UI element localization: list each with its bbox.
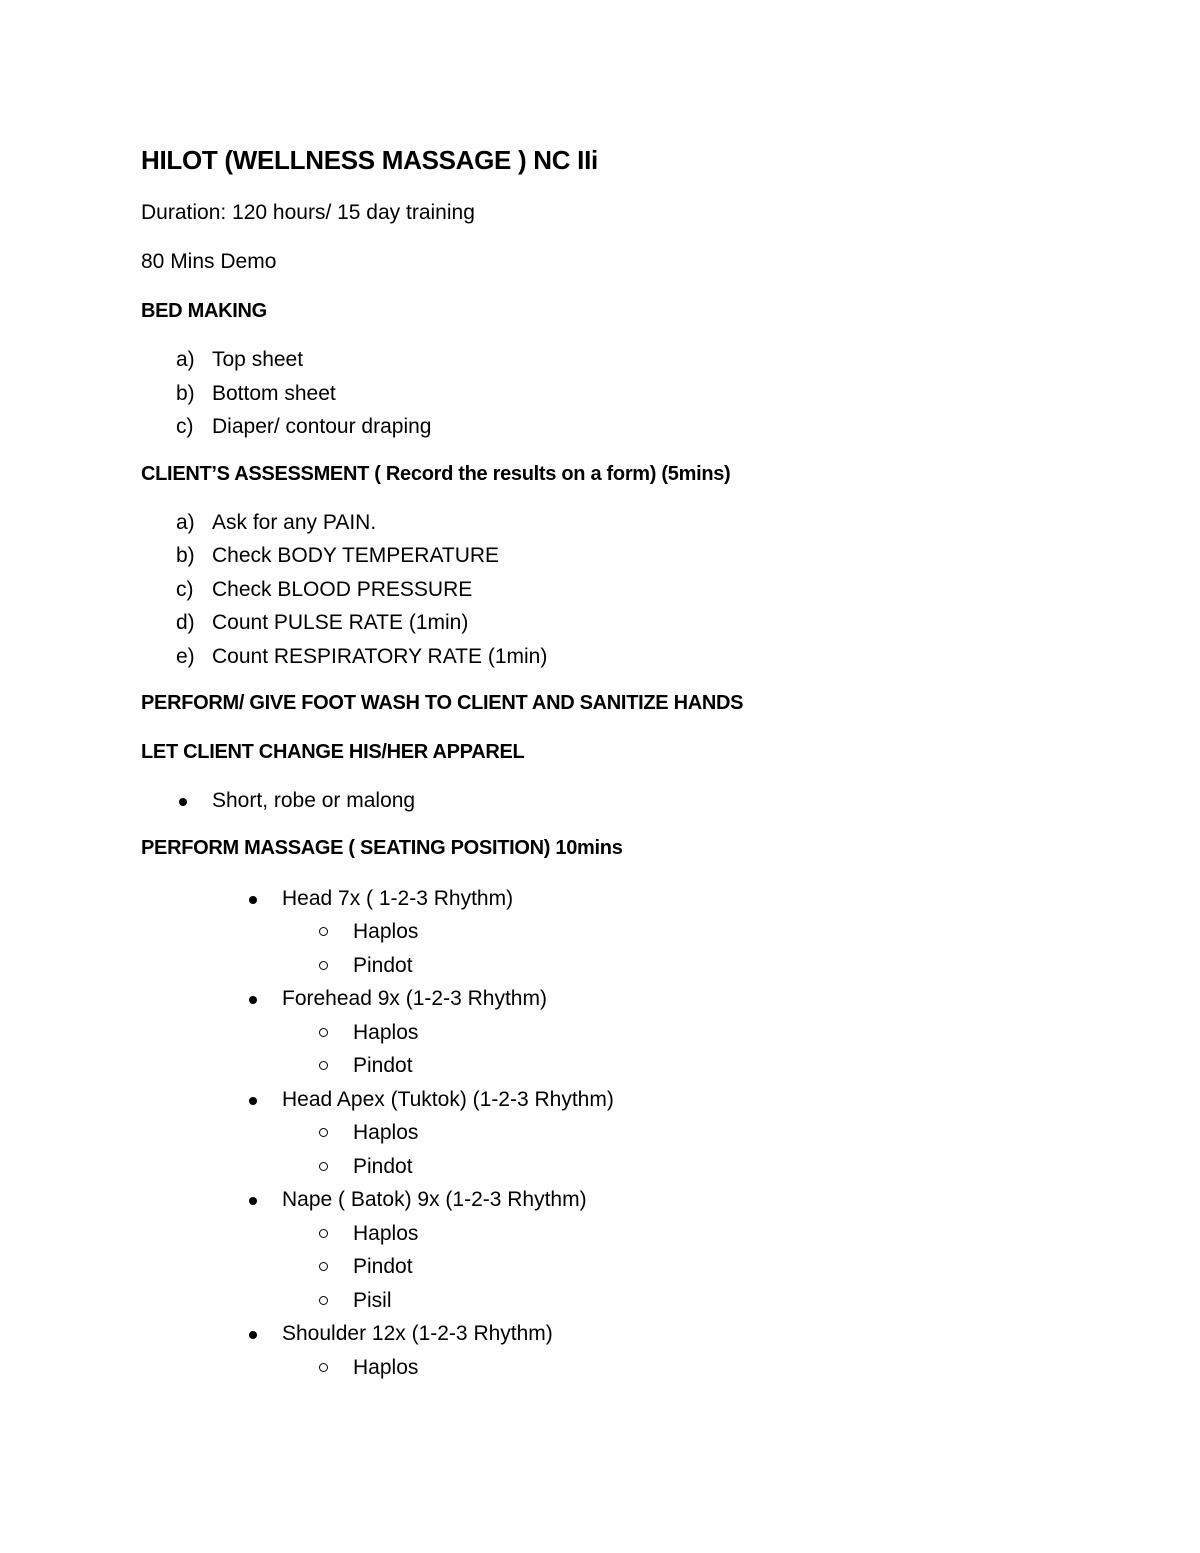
list-marker: b) bbox=[176, 381, 195, 405]
list-item-text: Count RESPIRATORY RATE (1min) bbox=[212, 644, 548, 668]
list-item bbox=[141, 982, 1101, 1016]
list-item-text: Forehead 9x (1-2-3 Rhythm) bbox=[282, 987, 547, 1010]
sub-list-item-text: Pindot bbox=[353, 1154, 413, 1178]
list-item bbox=[141, 377, 1101, 411]
list-item bbox=[141, 1317, 1101, 1351]
bullet-circle-icon bbox=[319, 961, 328, 970]
list-marker: a) bbox=[176, 510, 195, 534]
assessment-heading: CLIENT’S ASSESSMENT ( Record the results on a form) (5mins) bbox=[141, 462, 731, 485]
bed-making-list bbox=[141, 343, 1101, 444]
list-item-text: Nape ( Batok) 9x (1-2-3 Rhythm) bbox=[282, 1188, 587, 1211]
bullet-dot-icon bbox=[249, 1097, 257, 1105]
sub-list-item-text: Pindot bbox=[353, 1255, 413, 1278]
demo-text: 80 Mins Demo bbox=[141, 250, 277, 273]
bullet-circle-icon bbox=[319, 1028, 328, 1037]
massage-list bbox=[141, 882, 1101, 1385]
sub-list-item-text: Haplos bbox=[353, 1020, 419, 1044]
list-item bbox=[141, 343, 1101, 377]
list-marker: c) bbox=[176, 415, 194, 438]
list-item-text: Head 7x ( 1-2-3 Rhythm) bbox=[282, 886, 514, 910]
sub-list-item-text: Haplos bbox=[353, 1355, 419, 1379]
bullet-circle-icon bbox=[319, 1262, 328, 1271]
sub-list-item-text: Haplos bbox=[353, 1221, 419, 1245]
bullet-circle-icon bbox=[319, 1162, 328, 1171]
sub-list-item bbox=[141, 949, 1101, 983]
bullet-circle-icon bbox=[319, 927, 328, 936]
list-item bbox=[141, 784, 1101, 818]
list-marker: c) bbox=[176, 577, 194, 601]
bullet-dot-icon bbox=[179, 798, 187, 806]
list-item-text: Top sheet bbox=[212, 348, 304, 371]
list-item-text: Diaper/ contour draping bbox=[212, 415, 432, 438]
bed-making-heading: BED MAKING bbox=[141, 300, 267, 322]
foot-wash-heading: PERFORM/ GIVE FOOT WASH TO CLIENT AND SANITIZE HANDS bbox=[141, 692, 744, 714]
list-item bbox=[141, 410, 1101, 444]
sub-list-item bbox=[141, 1250, 1101, 1284]
list-item bbox=[141, 882, 1101, 916]
list-item bbox=[141, 1083, 1101, 1117]
list-item-text: Count PULSE RATE (1min) bbox=[212, 611, 469, 634]
bullet-circle-icon bbox=[319, 1296, 328, 1305]
bullet-circle-icon bbox=[319, 1128, 328, 1137]
list-item-text: Check BODY TEMPERATURE bbox=[212, 544, 500, 567]
bullet-circle-icon bbox=[319, 1061, 328, 1070]
sub-list-item bbox=[141, 1049, 1101, 1083]
apparel-list bbox=[141, 784, 1101, 818]
list-marker: e) bbox=[176, 644, 195, 668]
sub-list-item bbox=[141, 1116, 1101, 1150]
list-item-text: Short, robe or malong bbox=[212, 789, 416, 812]
duration-text: Duration: 120 hours/ 15 day training bbox=[141, 201, 475, 224]
sub-list-item-text: Pindot bbox=[353, 1054, 413, 1077]
assessment-list bbox=[141, 506, 1101, 674]
list-item bbox=[141, 640, 1101, 674]
bullet-dot-icon bbox=[249, 1331, 257, 1339]
list-item-text: Check BLOOD PRESSURE bbox=[212, 577, 473, 601]
bullet-circle-icon bbox=[319, 1363, 328, 1372]
bullet-circle-icon bbox=[319, 1229, 328, 1238]
document-content bbox=[141, 140, 1101, 1384]
list-item-text: Ask for any PAIN. bbox=[212, 510, 377, 534]
sub-list-item-text: Haplos bbox=[353, 1121, 419, 1144]
sub-list-item-text: Pisil bbox=[353, 1288, 392, 1312]
list-item bbox=[141, 606, 1101, 640]
bullet-dot-icon bbox=[249, 1197, 257, 1205]
list-marker: b) bbox=[176, 544, 195, 567]
sub-list-item-text: Haplos bbox=[353, 920, 419, 943]
sub-list-item bbox=[141, 1016, 1101, 1050]
apparel-heading: LET CLIENT CHANGE HIS/HER APPAREL bbox=[141, 741, 525, 763]
list-item bbox=[141, 506, 1101, 540]
list-item bbox=[141, 573, 1101, 607]
sub-list-item bbox=[141, 1284, 1101, 1318]
bullet-dot-icon bbox=[249, 996, 257, 1004]
list-item-text: Head Apex (Tuktok) (1-2-3 Rhythm) bbox=[282, 1087, 614, 1111]
sub-list-item bbox=[141, 1150, 1101, 1184]
sub-list-item bbox=[141, 1217, 1101, 1251]
list-marker: a) bbox=[176, 348, 195, 371]
list-marker: d) bbox=[176, 611, 195, 634]
massage-heading: PERFORM MASSAGE ( SEATING POSITION) 10mins bbox=[141, 836, 623, 859]
list-item bbox=[141, 1183, 1101, 1217]
bullet-dot-icon bbox=[249, 896, 257, 904]
sub-list-item bbox=[141, 915, 1101, 949]
sub-list-item bbox=[141, 1351, 1101, 1385]
list-item bbox=[141, 539, 1101, 573]
document-title: HILOT (WELLNESS MASSAGE ) NC IIi bbox=[141, 145, 598, 175]
list-item-text: Shoulder 12x (1-2-3 Rhythm) bbox=[282, 1322, 553, 1345]
sub-list-item-text: Pindot bbox=[353, 953, 413, 977]
list-item-text: Bottom sheet bbox=[212, 381, 336, 405]
